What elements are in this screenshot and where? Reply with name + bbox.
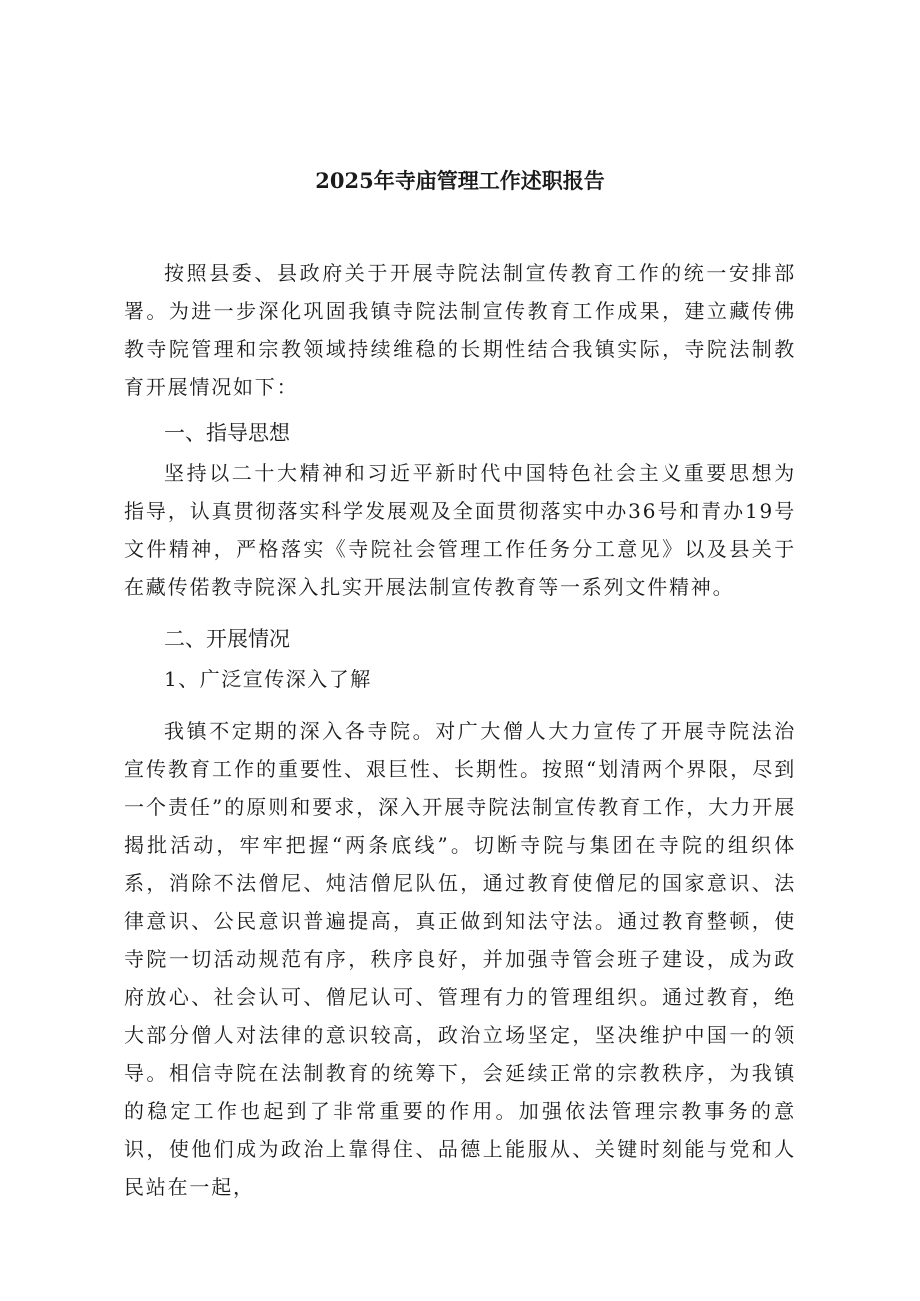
intro-paragraph: 按照县委、县政府关于开展寺院法制宣传教育工作的统一安排部署。为进一步深化巩固我镇寺院法制宣传教育工作成果，建立藏传佛教寺院管理和宗教领域持续维稳的长期性结合我镇实际，寺院法制教育开展情况如下： [124, 261, 796, 399]
document-body [124, 250, 796, 1206]
subsection1-paragraph: 我镇不定期的深入各寺院。对广大僧人大力宣传了开展寺院法治宣传教育工作的重要性、艰巨性、长期性。按照“划清两个界限，尽到一个责任”的原则和要求，深入开展寺院法制宣传教育工作，大力开展揭批活动，牢牢把握“两条底线”。切断寺院与集团在寺院的组织体系，消除不法僧尼、炖洁僧尼队伍，通过教育使僧尼的国家意识、法律意识、公民意识普遍提高，真正做到知法守法。通过教育整顿，使寺院一切活动规范有序，秩序良好，并加强寺管会班子建设，成为政府放心、社会认可、僧尼认可、管理有力的管理组织。通过教育，绝大部分僧人对法律的意识较高，政治立场坚定，坚决维护中国一的领导。相信寺院在法制教育的统筹下，会延续正常的宗教秩序，为我镇的稳定工作也起到了非常重要的作用。加强依法管理宗教事务的意识，使他们成为政治上靠得住、品德上能服从、关键时刻能与党和人民站在一起， [124, 719, 796, 1199]
subsection-heading-publicity: 1、广泛宣传深入了解 [164, 667, 372, 691]
section-heading-progress: 二、开展情况 [164, 627, 290, 651]
document-title: 2025年寺庙管理工作述职报告 [315, 168, 605, 193]
section-heading-guiding-ideology: 一、指导思想 [164, 421, 290, 445]
section1-paragraph: 坚持以二十大精神和习近平新时代中国特色社会主义重要思想为指导，认真贯彻落实科学发展观及全面贯彻落实中办36号和青办19号文件精神，严格落实《寺院社会管理工作任务分工意见》以及县关于在藏传偌教寺院深入扎实开展法制宣传教育等一系列文件精神。 [124, 461, 796, 599]
